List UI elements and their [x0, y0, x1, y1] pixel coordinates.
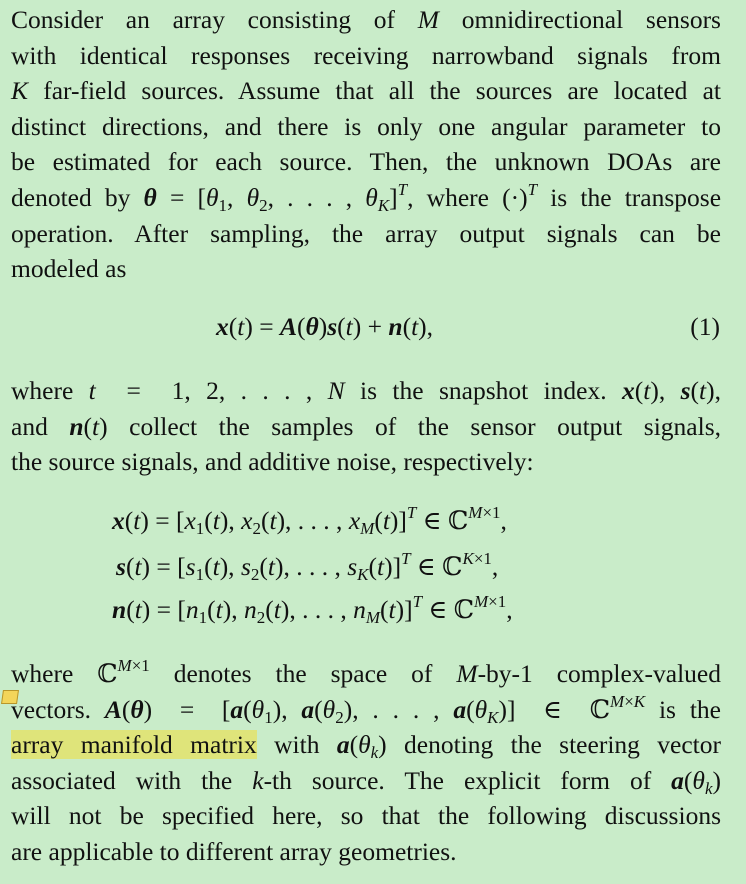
paragraph-1-line-6: denoted by $\theta = [\theta_1$, $\theta_2$, . . . , $\theta_K]^T$, where $(\cdot)^T$ is the transpose: [11, 179, 722, 215]
equation-s: $s(t) = [s_1(t)$, $s_2(t)$, . . . , $s_K(t)]^T$ ∈ ℂ$^{K\times 1}$,: [116, 549, 499, 584]
paragraph-2-line-2: and n(t) collect the samples of the sensor output signals,: [11, 411, 721, 441]
paragraph-1-line-4: distinct directions, and there is only one angular parameter to: [11, 111, 721, 141]
paragraph-1-line-8: modeled as: [11, 254, 127, 284]
equation-1: x(t) = A(θ)s(t) + n(t),: [216, 312, 434, 341]
paragraph-1: [11, 2, 721, 287]
equation-1-number: (1): [690, 312, 720, 341]
paragraph-3-line-1: where ℂ$^{M\times 1}$ denotes the space of M-by-1 complex-valued: [11, 656, 721, 688]
paragraph-1-line-1: Consider an array consisting of M omnidirectional sensors: [11, 5, 721, 34]
paragraph-1-line-5: be estimated for each source. Then, the unknown DOAs are: [11, 147, 721, 177]
paragraph-3-line-2: vectors. $A(\theta) = [a(\theta_1)$, $a(\theta_2)$, . . . , $a(\theta_K)$] ∈ ℂ$^{M\times K}$ is the: [11, 691, 721, 727]
equation-n: $n(t) = [n_1(t)$, $n_2(t)$, . . . , $n_M(t)]^T$ ∈ ℂ$^{M\times 1}$,: [112, 592, 513, 627]
paragraph-2-line-3: the source signals, and additive noise, respectively:: [11, 447, 534, 477]
paragraph-3-line-5: will not be specified here, so that the following discussions: [11, 801, 721, 831]
paragraph-1-line-2: with identical responses receiving narrowband signals from: [11, 40, 721, 70]
highlighted-text[interactable]: array manifold matrix: [11, 730, 257, 760]
paragraph-2-line-1: where t = 1, 2, . . . , N is the snapshot index. x(t), s(t),: [11, 376, 721, 405]
paragraph-3: [11, 656, 721, 870]
paragraph-2: [11, 373, 721, 480]
paragraph-1-line-3: K far-field sources. Assume that all the sources are located at: [11, 76, 721, 106]
paragraph-1-line-7: operation. After sampling, the array output signals can be: [11, 218, 721, 248]
paragraph-3-line-4: associated with the k-th source. The explicit form of $a(\theta_k)$: [11, 765, 721, 798]
equation-x: $x(t) = [x_1(t)$, $x_2(t)$, . . . , $x_M(t)]^T$ ∈ ℂ$^{M\times 1}$,: [112, 503, 507, 538]
paragraph-3-line-6: are applicable to different array geometries.: [11, 836, 457, 866]
paragraph-3-line-3: array manifold matrix with $a(\theta_k)$ denoting the steering vector: [11, 730, 721, 763]
